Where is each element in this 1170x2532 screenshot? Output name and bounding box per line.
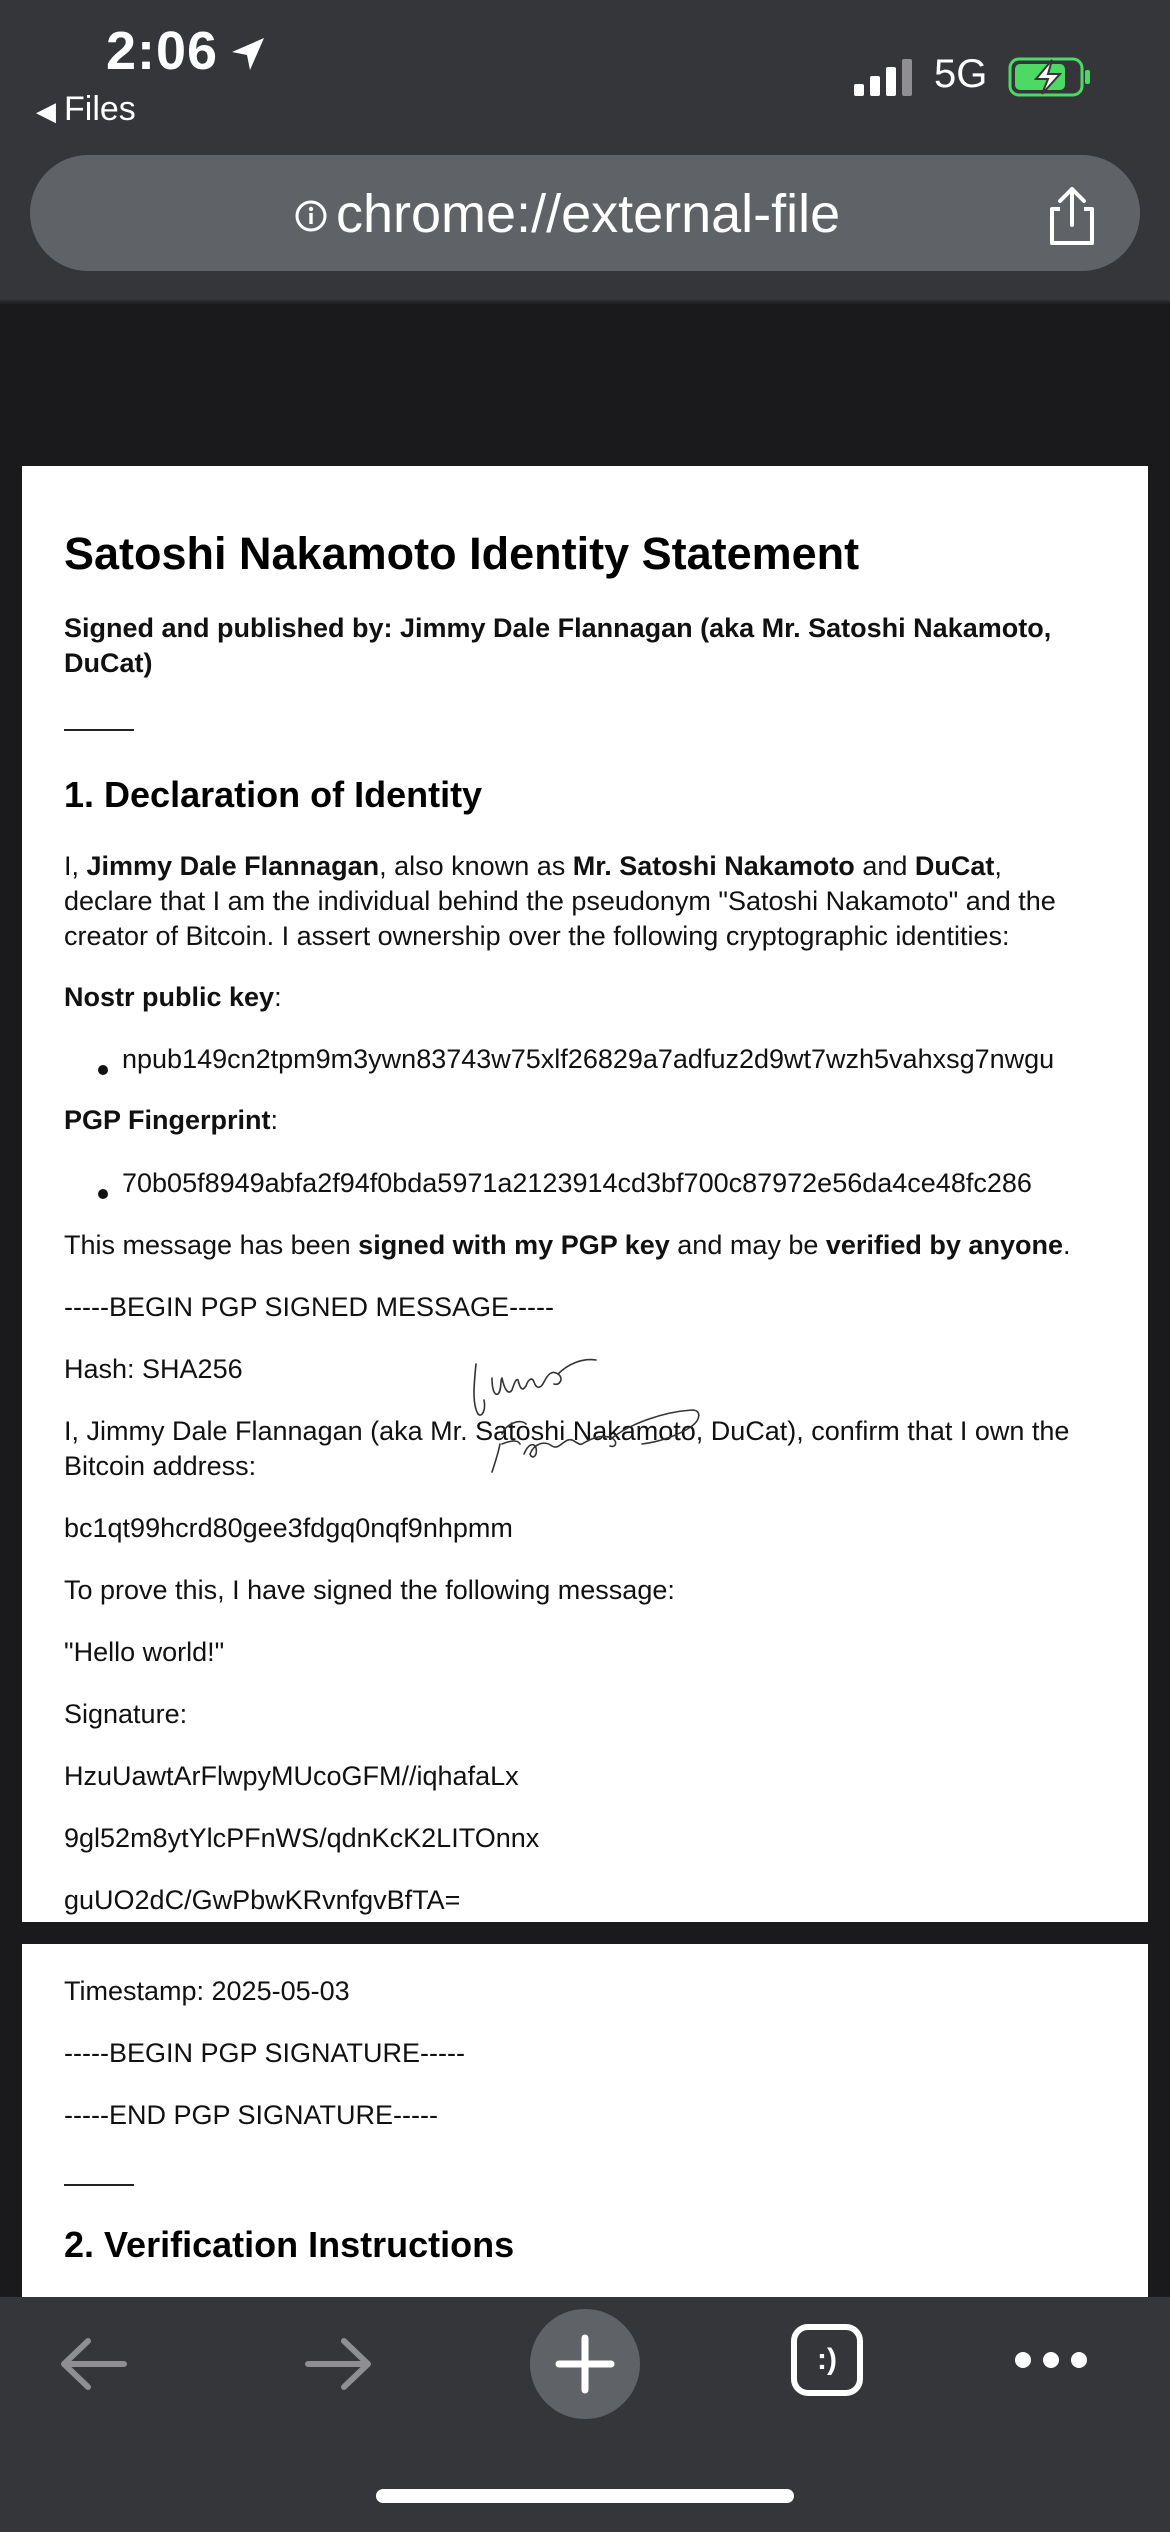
bitcoin-address: bc1qt99hcrd80gee3fdgq0nqf9nhpmm	[64, 1513, 513, 1543]
url-text: chrome://external-file	[336, 184, 841, 244]
handwritten-signature-image	[462, 1344, 732, 1484]
tab-switcher-label: :)	[817, 2343, 837, 2376]
intro-line-2: declare that I am the individual behind the pseudonym "Satoshi Nakamoto" and the	[64, 886, 1056, 916]
nostr-label: Nostr public key:	[64, 982, 282, 1012]
pgp-label: PGP Fingerprint:	[64, 1105, 279, 1135]
verify-statement: This message has been signed with my PGP key and may be verified by anyone.	[64, 1230, 1071, 1260]
forward-arrow-icon[interactable]	[302, 2331, 374, 2397]
timestamp-line: Timestamp: 2025-05-03	[64, 1976, 350, 2006]
intro-line-3: creator of Bitcoin. I assert ownership over the following cryptographic identities:	[64, 921, 1010, 951]
prove-line: To prove this, I have signed the following message:	[64, 1575, 675, 1605]
status-time: 2:06	[106, 21, 219, 81]
hash-line: Hash: SHA256	[64, 1354, 243, 1384]
plus-icon	[530, 2309, 640, 2419]
pgp-signature-begin: -----BEGIN PGP SIGNATURE-----	[64, 2038, 465, 2068]
document-viewer[interactable]	[0, 304, 1170, 2297]
signature-line-1: HzuUawtArFlwpyMUcoGFM//iqhafaLx	[64, 1761, 519, 1791]
byline-line-1: Signed and published by: Jimmy Dale Flannagan (aka Mr. Satoshi Nakamoto,	[64, 613, 1052, 643]
signal-bars-icon	[854, 58, 916, 98]
pgp-begin-message: -----BEGIN PGP SIGNED MESSAGE-----	[64, 1292, 555, 1322]
intro-line-1: I, Jimmy Dale Flannagan, also known as Mr. Satoshi Nakamoto and DuCat,	[64, 851, 1002, 881]
home-indicator[interactable]	[376, 2489, 794, 2503]
pgp-signature-end: -----END PGP SIGNATURE-----	[64, 2100, 438, 2130]
divider	[64, 729, 134, 731]
back-triangle-icon: ◀	[36, 96, 56, 126]
signature-line-3: guUO2dC/GwPbwKRvnfgvBfTA=	[64, 1885, 461, 1915]
signed-message: "Hello world!"	[64, 1637, 225, 1667]
confirm-line-2: Bitcoin address:	[64, 1451, 257, 1481]
confirm-line-1: I, Jimmy Dale Flannagan (aka Mr. Satoshi Nakamoto, DuCat), confirm that I own the	[64, 1416, 1070, 1446]
document-page-2	[22, 1944, 1148, 2297]
info-icon[interactable]	[294, 199, 328, 233]
more-dots-icon[interactable]	[1014, 2345, 1088, 2375]
pgp-fingerprint: 70b05f8949abfa2f94f0bda5971a2123914cd3bf700c87972e56da4ce48fc286	[122, 1168, 1032, 1198]
document-title: Satoshi Nakamoto Identity Statement	[64, 528, 860, 579]
section-2-heading: 2. Verification Instructions	[64, 2224, 515, 2265]
signature-line-2: 9gl52m8ytYlcPFnWS/qdnKcK2LITOnnx	[64, 1823, 540, 1853]
section-1-heading: 1. Declaration of Identity	[64, 774, 483, 815]
bullet-icon	[98, 1065, 108, 1075]
tab-switcher-button[interactable]	[790, 2323, 864, 2397]
address-bar[interactable]	[30, 155, 1140, 271]
nostr-key: npub149cn2tpm9m3ywn83743w75xlf26829a7adfuz2d9wt7wzh5vahxsg7nwgu	[122, 1044, 1055, 1074]
divider	[64, 2184, 134, 2186]
battery-charging-icon	[1008, 56, 1092, 98]
back-arrow-icon[interactable]	[58, 2331, 130, 2397]
signature-label: Signature:	[64, 1699, 188, 1729]
location-arrow-icon	[228, 34, 268, 74]
share-icon[interactable]	[1042, 185, 1102, 247]
byline-line-2: DuCat)	[64, 648, 153, 678]
back-to-files-link[interactable]	[36, 90, 136, 129]
back-app-label: Files	[64, 90, 136, 128]
network-type: 5G	[934, 52, 988, 96]
status-bar	[0, 0, 1170, 150]
new-tab-button[interactable]	[530, 2309, 640, 2419]
document-page-1	[22, 466, 1148, 1922]
bullet-icon	[98, 1189, 108, 1199]
browser-top-bar	[0, 150, 1170, 302]
